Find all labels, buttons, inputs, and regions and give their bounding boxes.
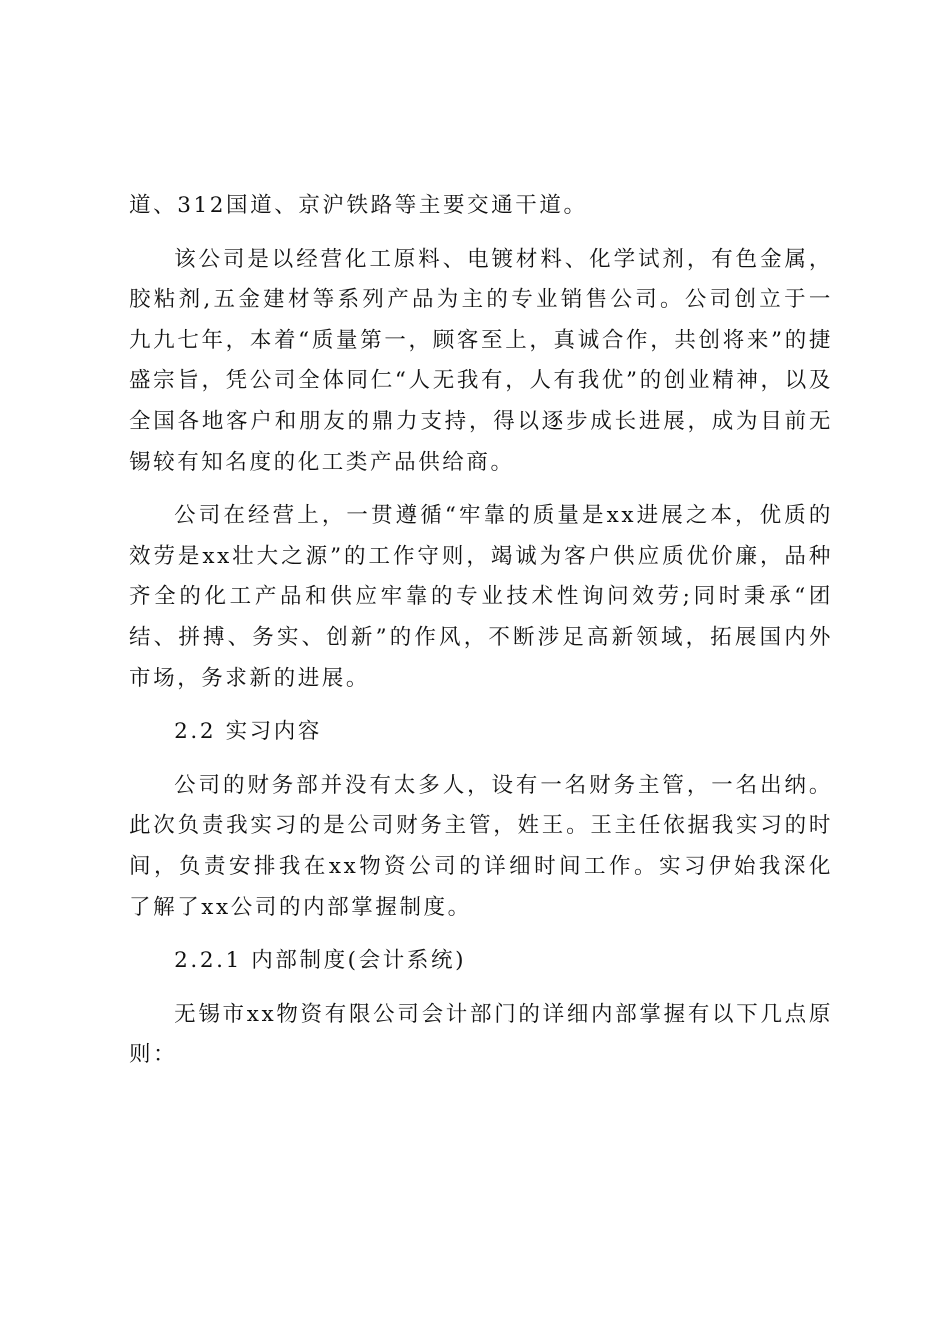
section-heading-internship-content: 2.2 实习内容	[174, 719, 322, 745]
paragraph-business-principles: 公司在经营上，一贯遵循“牢靠的质量是xx进展之本，优质的效劳是xx壮大之源”的工作守则，竭诚为客户供应质优价廉，品种齐全的化工产品和供应牢靠的专业技术性询问效劳;同时秉承“团结、拼搏、务实、创新”的作风，不断涉足高新领域，拓展国内外市场，务求新的进展。	[129, 503, 833, 691]
paragraph-gap	[129, 753, 833, 766]
paragraph-accounting-principles: 无锡市xx物资有限公司会计部门的详细内部掌握有以下几点原则：	[129, 1001, 833, 1068]
paragraph-gap	[129, 483, 833, 496]
paragraph-finance-department: 公司的财务部并没有太多人，设有一名财务主管，一名出纳。此次负责我实习的是公司财务主管，姓王。王主任依据我实习的时间，负责安排我在xx物资公司的详细时间工作。实习伊始我深化了解了xx公司的内部掌握制度。	[129, 772, 833, 920]
document-body	[129, 186, 833, 1076]
paragraph-gap	[129, 928, 833, 941]
paragraph-gap	[129, 982, 833, 995]
paragraph-company-overview: 该公司是以经营化工原料、电镀材料、化学试剂，有色金属，胶粘剂,五金建材等系列产品为主的专业销售公司。公司创立于一九九七年，本着“质量第一，顾客至上，真诚合作，共创将来”的捷盛宗旨，凭公司全体同仁“人无我有，人有我优”的创业精神，以及全国各地客户和朋友的鼎力支持，得以逐步成长进展，成为目前无锡较有知名度的化工类产品供给商。	[129, 246, 833, 475]
paragraph-intro-continuation: 道、312国道、京沪铁路等主要交通干道。	[129, 193, 588, 218]
section-heading-internal-system: 2.2.1 内部制度(会计系统)	[174, 948, 467, 974]
paragraph-gap	[129, 699, 833, 712]
paragraph-gap	[129, 227, 833, 240]
